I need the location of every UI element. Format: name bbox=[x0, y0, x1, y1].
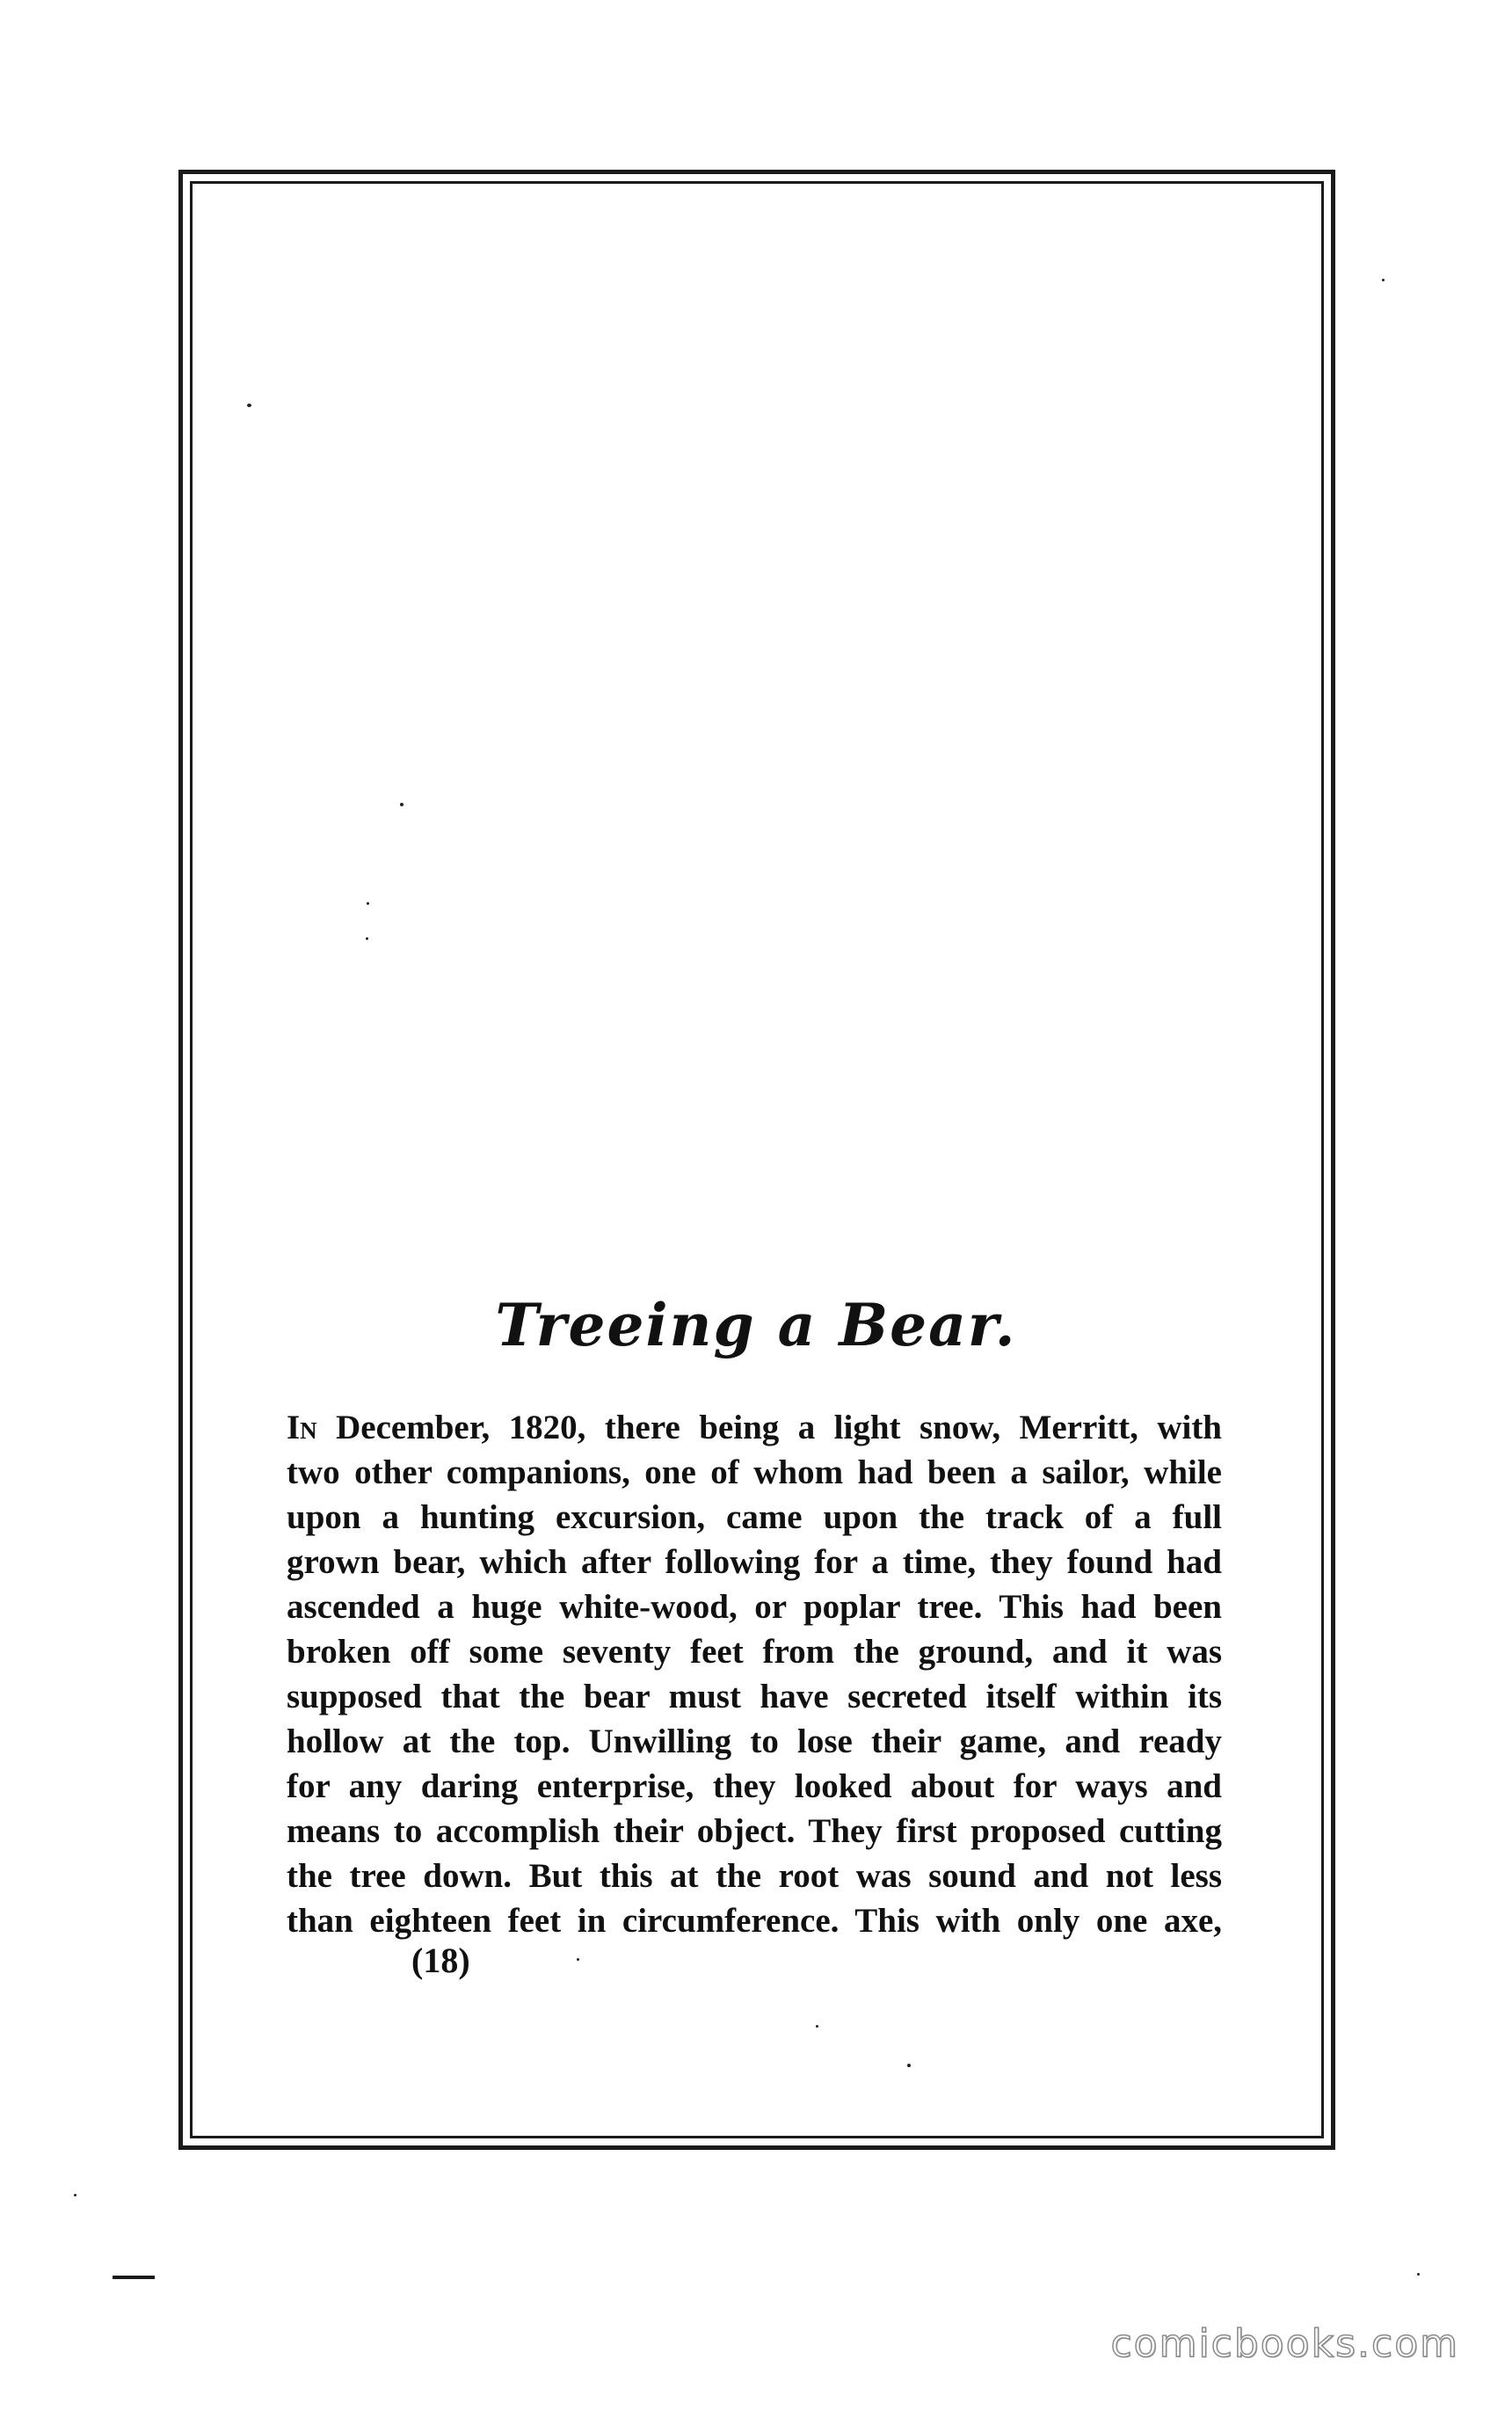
text-line: hollow at the top. Unwilling to lose their game, and ready bbox=[287, 1723, 1222, 1760]
body-paragraph bbox=[287, 1405, 1222, 1943]
scan-speck bbox=[816, 2025, 818, 2028]
scan-speck bbox=[367, 902, 369, 905]
text-line: upon a hunting excursion, came upon the track of a full bbox=[287, 1498, 1222, 1536]
line-text: December, 1820, there being a light snow, Merritt, with bbox=[316, 1409, 1222, 1446]
scan-speck bbox=[1382, 279, 1385, 281]
text-line: means to accomplish their object. They first proposed cutting bbox=[287, 1812, 1222, 1850]
scan-speck bbox=[74, 2194, 76, 2196]
scan-speck bbox=[366, 937, 368, 940]
text-line: grown bear, which after following for a time, they found had bbox=[287, 1543, 1222, 1581]
scan-speck bbox=[577, 1958, 579, 1961]
scan-speck bbox=[247, 404, 251, 407]
scan-speck bbox=[907, 2064, 911, 2067]
text-line: for any daring enterprise, they looked about for ways and bbox=[287, 1767, 1222, 1805]
text-line: two other companions, one of whom had been a sailor, while bbox=[287, 1453, 1222, 1491]
text-line bbox=[287, 1405, 1222, 1450]
text-line: broken off some seventy feet from the ground, and it was bbox=[287, 1633, 1222, 1671]
text-line: ascended a huge white-wood, or poplar tree. This had been bbox=[287, 1588, 1222, 1626]
text-line: supposed that the bear must have secreted itself within its bbox=[287, 1678, 1222, 1715]
scan-dash-mark bbox=[113, 2276, 155, 2279]
text-line: the tree down. But this at the root was sound and not less bbox=[287, 1857, 1222, 1895]
scan-speck bbox=[1417, 2273, 1420, 2276]
page-number: (18) bbox=[411, 1941, 470, 1980]
drop-word: In bbox=[287, 1409, 317, 1446]
text-line: than eighteen feet in circumference. This with only one axe, bbox=[287, 1902, 1222, 1940]
chapter-title: Treeing a Bear. bbox=[495, 1291, 1017, 1359]
watermark: comicbooks.com bbox=[1110, 2321, 1459, 2366]
scan-speck bbox=[400, 803, 403, 806]
